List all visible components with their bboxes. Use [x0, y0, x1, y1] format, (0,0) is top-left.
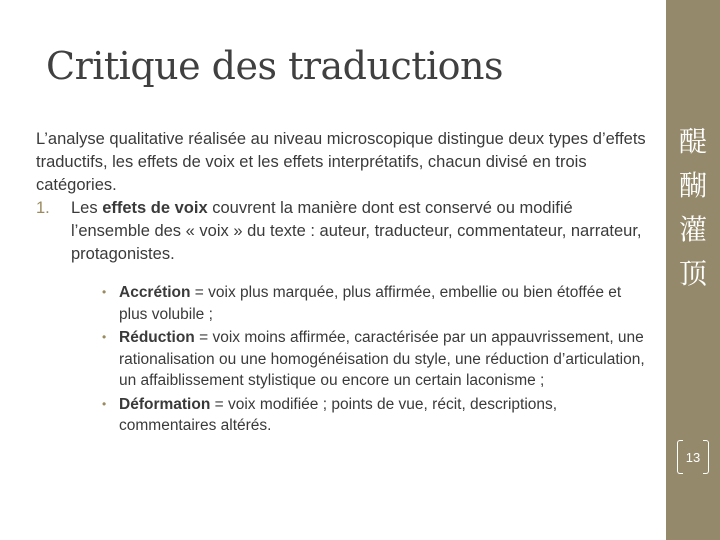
- item-number: 1.: [36, 199, 50, 217]
- intro-paragraph: L’analyse qualitative réalisée au niveau microscopique distingue deux types d’effets traductifs, les effets de voix et les effets interprétatifs, chacun divisé en trois catégories.: [36, 130, 646, 194]
- caption-char: 醍: [678, 125, 707, 158]
- list-item: [102, 394, 648, 437]
- sub-bullet-list: [102, 282, 648, 437]
- caption-char: 顶: [678, 257, 707, 290]
- vertical-caption: [677, 120, 709, 296]
- left-bracket-icon: [677, 440, 683, 474]
- bullet-icon: •: [102, 285, 107, 299]
- item-bold-term: effets de voix: [102, 199, 208, 217]
- term-reduction: Réduction: [119, 329, 195, 346]
- definition: = voix plus marquée, plus affirmée, embellie ou bien étoffée et plus volubile ;: [119, 284, 622, 323]
- caption-char: 醐: [678, 169, 707, 202]
- caption-char: 灌: [678, 213, 707, 246]
- numbered-item-1: [36, 197, 648, 266]
- slide-title: Critique des traductions: [46, 44, 504, 88]
- definition: = voix moins affirmée, caractérisée par un appauvrissement, une rationalisation ou une homogénéisation du style, une réduction d’articulation, un affaiblissement stylistique ou encore un certain laconisme ;: [119, 329, 645, 389]
- right-bracket-icon: [703, 440, 709, 474]
- bullet-icon: •: [102, 330, 107, 344]
- term-accretion: Accrétion: [119, 284, 191, 301]
- slide-body: [36, 128, 648, 439]
- list-item: [102, 282, 648, 325]
- item-rest: couvrent la manière dont est conservé ou modifié l’ensemble des « voix » du texte : auteur, traducteur, commentateur, narrateur, protagonistes.: [71, 199, 642, 263]
- list-item: [102, 327, 648, 392]
- page-number: [677, 440, 709, 474]
- term-deformation: Déformation: [119, 395, 211, 413]
- page-number-text: 13: [685, 449, 701, 465]
- item-text: [71, 197, 648, 266]
- item-prefix: Les: [71, 199, 103, 217]
- bullet-icon: •: [102, 396, 107, 411]
- definition: = voix modifiée ; points de vue, récit, descriptions, commentaires altérés.: [119, 395, 558, 434]
